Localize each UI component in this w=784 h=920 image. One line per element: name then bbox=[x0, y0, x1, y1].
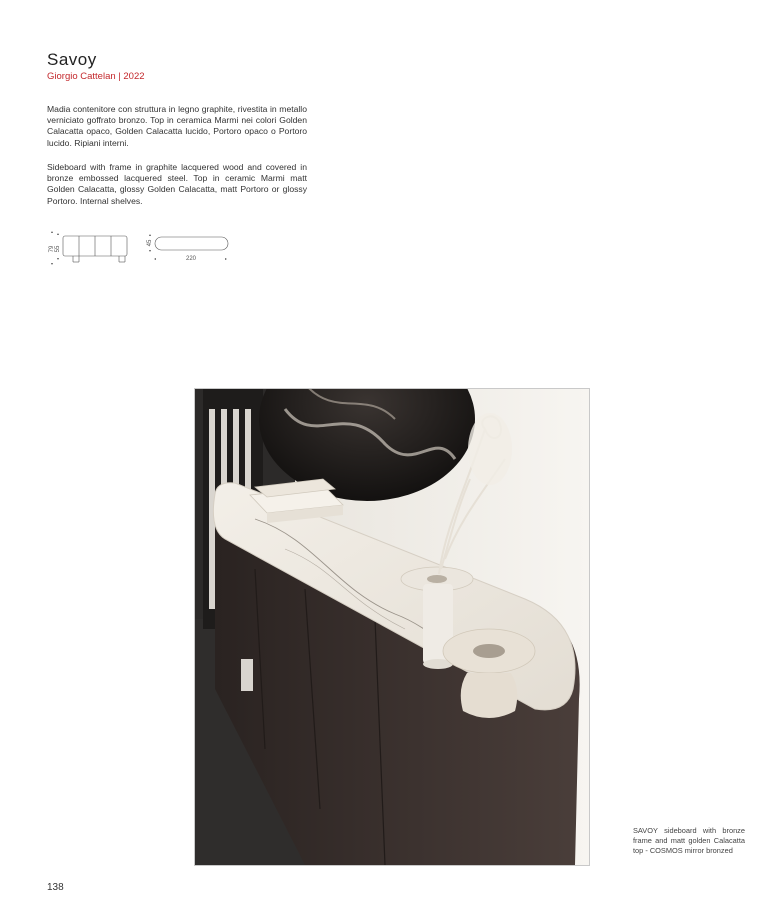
depth-label: 45 bbox=[147, 239, 153, 247]
dimension-drawings bbox=[44, 230, 244, 270]
width-label: 220 bbox=[185, 256, 197, 262]
height-total-label: 79 bbox=[49, 245, 55, 253]
description-italian: Madia contenitore con struttura in legno graphite, rivestita in metallo verniciato goffrato bronzo. Top in ceramica Marmi nei colori Golden Calacatta opaco, Golden Calacatta lucido, Portoro opaco o Portoro lucido. Ripiani interni. bbox=[47, 104, 307, 148]
product-title: Savoy bbox=[47, 50, 97, 69]
photo-caption: SAVOY sideboard with bronze frame and matt golden Calacatta top - COSMOS mirror bronzed bbox=[633, 826, 745, 855]
top-view-drawing bbox=[155, 237, 228, 250]
description-english: Sideboard with frame in graphite lacquered wood and covered in bronze embossed lacquered steel. Top in ceramic Marmi matt Golden Calacatta, glossy Golden Calacatta, matt Portoro or glossy Portoro. Internal shelves. bbox=[47, 162, 307, 206]
designer-year: Giorgio Cattelan | 2022 bbox=[47, 71, 145, 82]
height-body-label: 55 bbox=[55, 245, 61, 253]
page-number: 138 bbox=[47, 882, 64, 893]
front-view-drawing bbox=[63, 236, 127, 262]
product-photo bbox=[194, 388, 590, 866]
